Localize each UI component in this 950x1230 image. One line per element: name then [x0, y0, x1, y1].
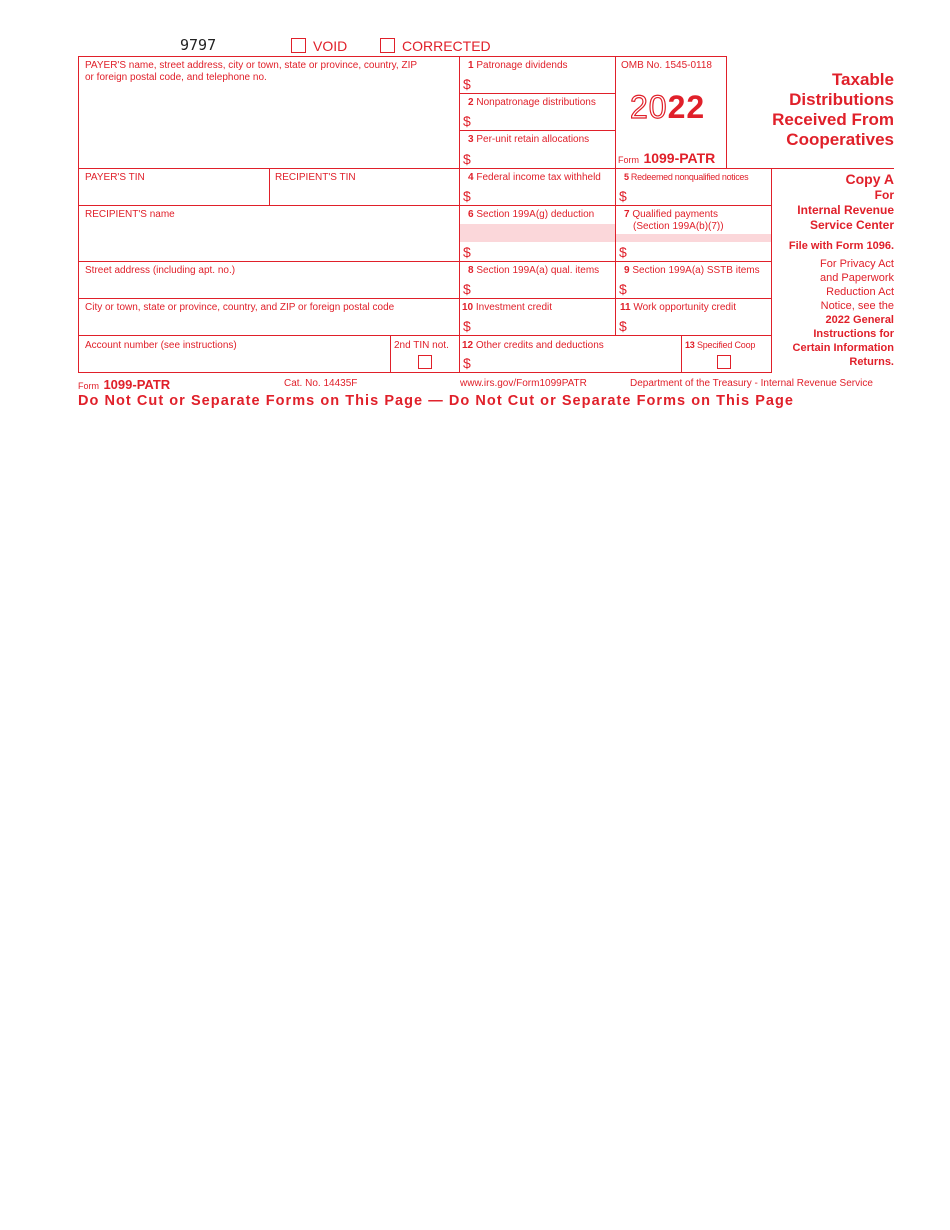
box-7-label-2: (Section 199A(b)(7))	[633, 221, 724, 232]
box-12-label: 12 Other credits and deductions	[462, 340, 604, 351]
footer-website: www.irs.gov/Form1099PATR	[460, 378, 587, 389]
box-5-dollar: $	[619, 188, 627, 204]
payer-name-label-2: or foreign postal code, and telephone no.	[85, 72, 267, 83]
box-4-label: 4 Federal income tax withheld	[468, 172, 601, 183]
footer-cat-no: Cat. No. 14435F	[284, 378, 358, 389]
city-label: City or town, state or province, country, and ZIP or foreign postal code	[85, 302, 395, 313]
box-1-label: 1 Patronage dividends	[468, 60, 568, 71]
box-2-dollar: $	[463, 113, 471, 129]
do-not-cut-banner: Do Not Cut or Separate Forms on This Page — Do Not Cut or Separate Forms on This Page	[78, 393, 795, 409]
right-rule	[772, 168, 894, 169]
box-13-checkbox[interactable]	[717, 355, 731, 369]
street-address-label: Street address (including apt. no.)	[85, 265, 236, 276]
box-8-dollar: $	[463, 281, 471, 297]
void-label: VOID	[313, 38, 348, 54]
box-1-dollar: $	[463, 76, 471, 92]
omb-number: OMB No. 1545-0118	[621, 60, 712, 71]
footer-department: Department of the Treasury - Internal Revenue Service	[630, 378, 873, 389]
box-6-shade	[460, 224, 615, 242]
privacy-4: Notice, see the	[820, 300, 894, 312]
tax-year: 2022	[630, 89, 706, 125]
corrected-checkbox[interactable]	[380, 38, 395, 53]
box-2-label: 2 Nonpatronage distributions	[468, 97, 596, 108]
box-6-dollar: $	[463, 244, 471, 260]
box-7-label: 7 Qualified payments	[624, 209, 718, 220]
privacy-2: and Paperwork	[820, 272, 894, 284]
recipient-tin-label: RECIPIENT'S TIN	[275, 172, 356, 183]
privacy-8: Returns.	[849, 356, 894, 368]
box-5-label: 5 Redeemed nonqualified notices	[624, 172, 749, 182]
box-9-dollar: $	[619, 281, 627, 297]
copy-for: For	[874, 188, 894, 202]
box-12-dollar: $	[463, 355, 471, 371]
copy-a-heading: Copy A	[845, 171, 894, 187]
privacy-3: Reduction Act	[826, 286, 894, 298]
box-6-label: 6 Section 199A(g) deduction	[468, 209, 595, 220]
copy-irs-1: Internal Revenue	[797, 203, 894, 217]
box-3-dollar: $	[463, 151, 471, 167]
box-13-label: 13 Specified Coop	[685, 340, 756, 350]
payer-name-label-1: PAYER'S name, street address, city or town, state or province, country, ZIP	[85, 60, 418, 71]
privacy-5: 2022 General	[825, 314, 894, 326]
account-number-label: Account number (see instructions)	[85, 340, 237, 351]
form-name-top: Form 1099-PATR	[618, 150, 716, 166]
box-10-dollar: $	[463, 318, 471, 334]
footer-form-name: Form 1099-PATR	[78, 377, 171, 392]
privacy-7: Certain Information	[792, 342, 894, 354]
form-number: 9797	[180, 36, 217, 54]
box-8-label: 8 Section 199A(a) qual. items	[468, 265, 600, 276]
recipient-name-label: RECIPIENT'S name	[85, 209, 175, 220]
box-10-label: 10 Investment credit	[462, 302, 553, 313]
payer-tin-label: PAYER'S TIN	[85, 172, 145, 183]
box-11-label: 11 Work opportunity credit	[620, 302, 736, 313]
form-title: Taxable Distributions Received From Cooperatives	[772, 70, 894, 149]
privacy-1: For Privacy Act	[820, 258, 894, 270]
box-3-label: 3 Per-unit retain allocations	[468, 134, 590, 145]
box-7-dollar: $	[619, 244, 627, 260]
privacy-6: Instructions for	[813, 328, 894, 340]
box-9-label: 9 Section 199A(a) SSTB items	[624, 265, 760, 276]
copy-info	[772, 171, 894, 369]
second-tin-label: 2nd TIN not.	[394, 340, 449, 351]
box-7-shade	[616, 234, 771, 242]
copy-irs-2: Service Center	[809, 218, 894, 232]
box-11-dollar: $	[619, 318, 627, 334]
void-checkbox[interactable]	[291, 38, 306, 53]
corrected-label: CORRECTED	[402, 38, 491, 54]
file-with-1096: File with Form 1096.	[788, 240, 894, 252]
second-tin-checkbox[interactable]	[418, 355, 432, 369]
box-4-dollar: $	[463, 188, 471, 204]
